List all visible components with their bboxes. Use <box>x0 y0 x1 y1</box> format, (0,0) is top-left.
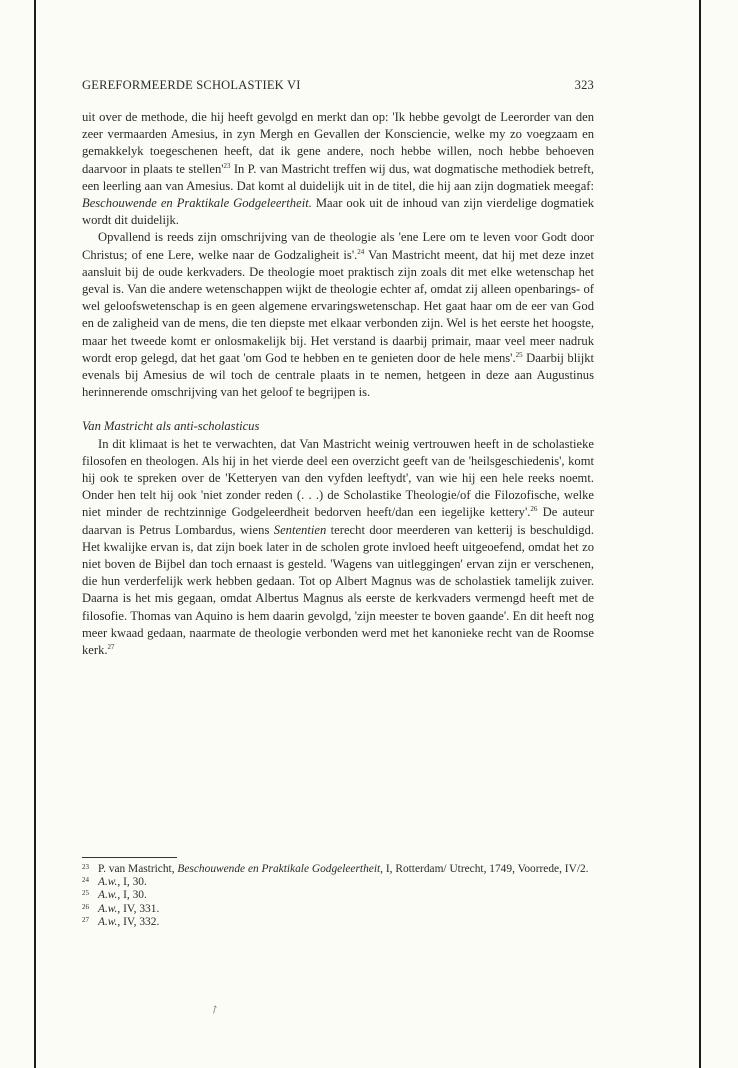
body-text <box>82 109 594 659</box>
italic-text: A.w., <box>98 902 121 915</box>
text-run: In P. van Mastricht treffen wij dus, wat dogmatische methodiek betreft, een leerling aan van Amesius. Dat komt al duidelijk uit in de titel, die hij aan zijn dogmatiek meegaf: <box>82 161 594 193</box>
footnote-number: 26 <box>82 902 89 911</box>
paragraph <box>82 436 594 660</box>
footnote <box>82 889 594 902</box>
italic-text: Beschouwende en Praktikale Godgeleertheit, <box>177 863 384 875</box>
footnote-ref: 25 <box>515 350 523 359</box>
footnote <box>82 863 594 876</box>
text-run: I, 30. <box>120 876 147 889</box>
footnotes <box>82 863 594 929</box>
text-run: uit over de methode, die hij heeft gevolgd en merkt dan op: 'Ik hebbe gevolgt de Leerorder van den zeer vermaarden Amesius, in zyn Mergh en Gevallen der Konsciencie, welke my zo voegzaam en gemakkelyk toegeschenen heeft, dat ik gene andere, noch hebbe willen, noch hebbe behoeven daarvoor in plaats te stellen' <box>82 110 594 176</box>
text-run: Maar ook uit de inhoud van zijn vierdelige dogmatiek wordt dit duidelijk. <box>82 196 594 228</box>
italic-text: A.w., <box>98 915 121 928</box>
text-run: Van Mastricht meent, dat hij met deze inzet aansluit bij de oude kerkvaders. De theologie moet praktisch zijn zoals dit met elke wetenschap het geval is. Van die andere wetenschappen wijkt de theologie echter af, omdat zij alleen openbarings- of wel geloofswetenschap is en geen algemene ervaringswetenschap. Het gaat haar om de eer van God en de zaligheid van de mens, die ten diepste met elkaar verbonden zijn. Wel is het eerste het hoogste, maar het tweede komt er onlosmakelijk bij. Het verstand is daarbij primair, maar veel meer nadruk wordt erop gelegd, dat het gaat 'om God te hebben en te genieten door de hele mens'. <box>82 247 594 365</box>
italic-text: A.w., <box>98 889 121 902</box>
footnote-ref: 27 <box>107 643 115 652</box>
text-run: terecht door meerderen van ketterij is beschuldigd. Het kwalijke ervan is, dat zijn boek later in de scholen grote invloed heeft uitgeoefend, omdat het zo niet boven de Bijbel dan toch ernaast is gesteld. 'Wagens van uitleggingen' ervan zijn er verschenen, die hun verderfelijk werk hebben gedaan. Tot op Albert Magnus was de scholastiek tamelijk zuiver. Daarna is het mis gegaan, omdat Albertus Magnus als eerste de kerkvaders vermengd heeft met de filosofie. Thomas van Aquino is hem daarin gevolgd, 'zijn meester te boven gaande'. En dit heeft nog meer kwaad gedaan, naarmate de theologie verbonden werd met het kanonieke recht van de Roomse kerk. <box>82 522 594 658</box>
footnote <box>82 876 594 889</box>
text-run: Opvallend is reeds zijn omschrijving van de theologie als 'ene Lere om te leven voor Godt door Christus; of ene Lere, welke naar de Godzaligheit is'. <box>82 230 594 262</box>
italic-text: Sententien <box>273 522 327 537</box>
footnote-ref: 23 <box>223 161 231 170</box>
text-run: P. van Mastricht, <box>98 863 178 875</box>
footnote-number: 25 <box>82 889 89 898</box>
footnote <box>82 903 594 916</box>
paragraph <box>82 109 594 229</box>
running-title: GEREFORMEERDE SCHOLASTIEK VI <box>82 78 301 92</box>
italic-text: A.w., <box>98 876 121 889</box>
text-run: I, Rotterdam/ Utrecht, 1749, Voorrede, IV/2. <box>383 863 589 875</box>
footnote-number: 24 <box>82 876 89 885</box>
footnote <box>82 916 594 929</box>
text-run: In dit klimaat is het te verwachten, dat Van Mastricht weinig vertrouwen heeft in de scholastieke filosofen en theologen. Als hij in het vierde deel een overzicht geeft van de 'heilsgeschiedenis', komt hij ook te spreken over de 'Ketteryen van den vyfden leeftydt', van wie hij een hele reeks noemt. Onder hen telt hij ook 'niet zonder reden (. . .) de Scholastike Theologie/of die Filozofische, welke niet minder de rechtzinnige Godgeleerdheit bedorven heeft/dan een iegelijke kettery'. <box>82 436 594 520</box>
text-run: Daarbij blijkt evenals bij Amesius de wil toch de centrale plaats in te nemen, hetgeen in deze aan Augustinus herinnerende omschrijving van het geloof te begrijpen is. <box>82 350 594 400</box>
running-header <box>82 78 594 93</box>
text-run: IV, 331. <box>120 902 160 915</box>
text-run: I, 30. <box>120 889 147 902</box>
footnote-number: 23 <box>82 863 89 871</box>
section-heading: Van Mastricht als anti-scholasticus <box>82 419 260 434</box>
footnote-number: 27 <box>82 915 89 924</box>
paragraph <box>82 229 594 401</box>
footnote-ref: 26 <box>530 505 538 514</box>
footnote-rule <box>82 857 177 858</box>
text-run: IV, 332. <box>120 915 160 928</box>
page-edge-right <box>699 0 701 1068</box>
footnote-ref: 24 <box>357 247 365 256</box>
text-run: De auteur daarvan is Petrus Lombardus, wiens <box>82 505 594 537</box>
pencil-mark: ↗ <box>207 1002 222 1018</box>
page-number: 323 <box>574 78 594 92</box>
page-edge-left <box>34 0 36 1068</box>
italic-text: Beschouwende en Praktikale Godgeleertheit. <box>82 196 312 211</box>
